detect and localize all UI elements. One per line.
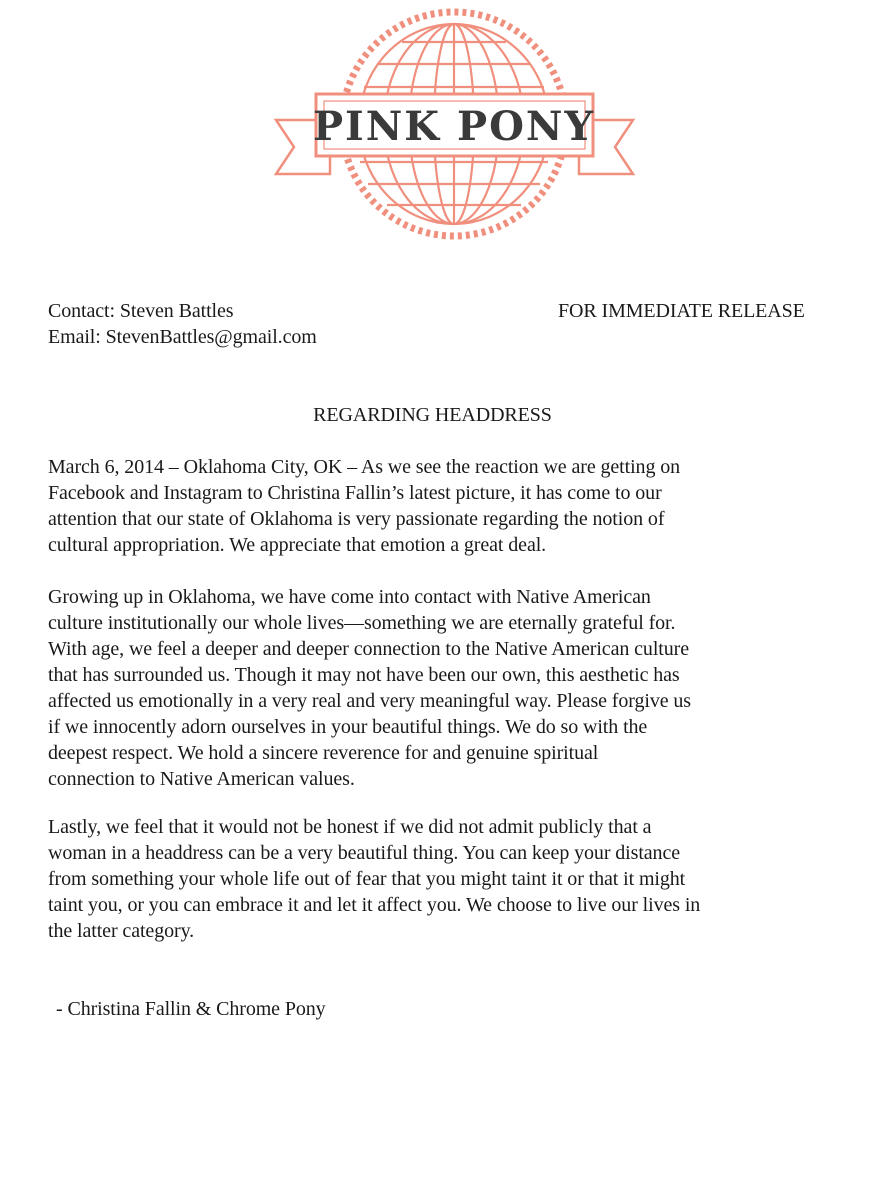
paragraph-line: Facebook and Instagram to Christina Fallin’s latest picture, it has come to our	[48, 482, 662, 504]
paragraph-line: if we innocently adorn ourselves in your beautiful things. We do so with the	[48, 716, 648, 738]
brand-name: PINK PONY	[312, 103, 596, 150]
paragraph-line: that has surrounded us. Though it may not have been our own, this aesthetic has	[48, 664, 680, 686]
signature: - Christina Fallin & Chrome Pony	[56, 998, 326, 1020]
paragraph-line: Growing up in Oklahoma, we have come into contact with Native American	[48, 586, 651, 608]
contact-block	[48, 298, 317, 350]
paragraph-line: culture institutionally our whole lives—something we are eternally grateful for.	[48, 612, 676, 634]
globe-icon	[272, 2, 637, 250]
document-title: REGARDING HEADDRESS	[313, 404, 552, 426]
paragraph-line: attention that our state of Oklahoma is very passionate regarding the notion of	[48, 508, 665, 530]
paragraph-line: cultural appropriation. We appreciate that emotion a great deal.	[48, 534, 547, 556]
paragraph-line: March 6, 2014 – Oklahoma City, OK – As we see the reaction we are getting on	[48, 456, 681, 478]
paragraph-line: from something your whole life out of fear that you might taint it or that it might	[48, 868, 686, 890]
release-label: FOR IMMEDIATE RELEASE	[558, 300, 805, 322]
paragraph-line: taint you, or you can embrace it and let it affect you. We choose to live our lives in	[48, 894, 701, 916]
paragraph-1	[48, 454, 838, 558]
paragraph-line: With age, we feel a deeper and deeper connection to the Native American culture	[48, 638, 689, 660]
paragraph-line: woman in a headdress can be a very beautiful thing. You can keep your distance	[48, 842, 681, 864]
contact-name: Contact: Steven Battles	[48, 300, 234, 322]
paragraph-line: Lastly, we feel that it would not be honest if we did not admit publicly that a	[48, 816, 652, 838]
paragraph-2	[48, 584, 838, 792]
pink-pony-logo	[272, 2, 637, 250]
paragraph-line: connection to Native American values.	[48, 768, 355, 790]
paragraph-line: affected us emotionally in a very real and very meaningful way. Please forgive us	[48, 690, 691, 712]
paragraph-3	[48, 814, 838, 944]
contact-email: Email: StevenBattles@gmail.com	[48, 326, 317, 348]
paragraph-line: deepest respect. We hold a sincere reverence for and genuine spiritual	[48, 742, 599, 764]
paragraph-line: the latter category.	[48, 920, 195, 942]
